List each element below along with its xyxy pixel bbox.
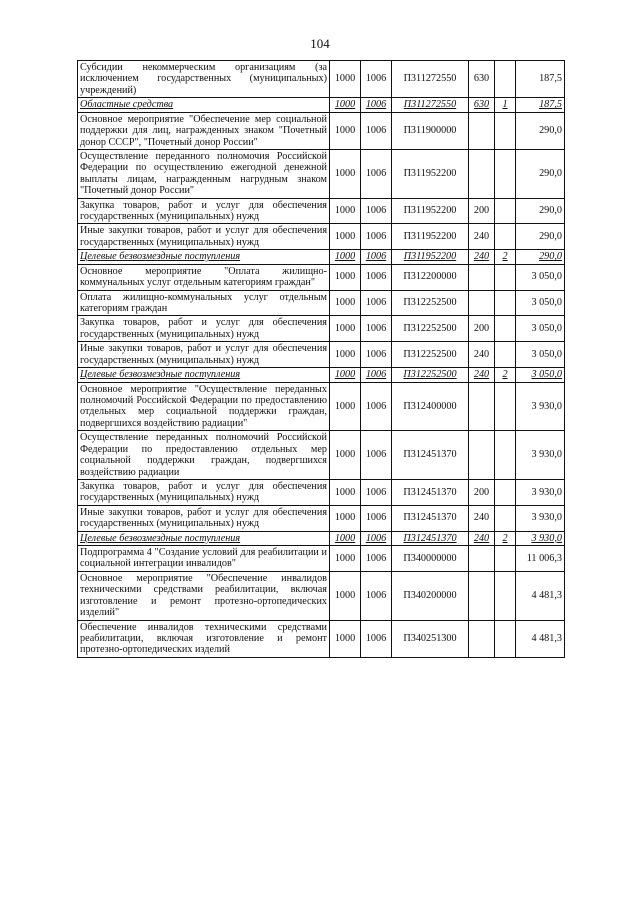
section-code: 1006 <box>361 620 392 657</box>
table-row <box>78 479 565 505</box>
section-code: 1006 <box>361 198 392 224</box>
target-article-code: П312400000 <box>392 382 469 431</box>
expense-type-code: 200 <box>469 479 495 505</box>
expense-type-code <box>469 431 495 480</box>
page-number: 104 <box>310 36 330 51</box>
row-name: Закупка товаров, работ и услуг для обеспечения государственных (муниципальных) нужд <box>78 198 330 224</box>
table-body <box>78 61 565 658</box>
expense-type-code: 630 <box>469 98 495 112</box>
ministry-code: 1000 <box>330 250 361 264</box>
section-code: 1006 <box>361 316 392 342</box>
table-row <box>78 250 565 264</box>
section-code: 1006 <box>361 149 392 198</box>
section-code: 1006 <box>361 290 392 316</box>
funding-source-code <box>495 546 516 572</box>
row-name: Основное мероприятие "Обеспечение инвалидов техническими средствами реабилитации, включая изготовление и ремонт протезно-ортопедических изделий" <box>78 571 330 620</box>
expense-type-code: 240 <box>469 505 495 531</box>
funding-source-code <box>495 571 516 620</box>
expense-type-code <box>469 620 495 657</box>
row-name: Осуществление переданного полномочия Российской Федерации по осуществлению ежегодной денежной выплаты лицам, награжденным нагрудным знаком "Почетный донор России" <box>78 149 330 198</box>
expense-type-code <box>469 112 495 149</box>
funding-source-code <box>495 264 516 290</box>
table-row <box>78 571 565 620</box>
row-name: Иные закупки товаров, работ и услуг для обеспечения государственных (муниципальных) нужд <box>78 342 330 368</box>
target-article-code: П311952200 <box>392 198 469 224</box>
target-article-code: П340200000 <box>392 571 469 620</box>
expense-type-code: 630 <box>469 61 495 98</box>
row-name: Обеспечение инвалидов техническими средствами реабилитации, включая изготовление и ремонт протезно-ортопедических изделий <box>78 620 330 657</box>
funding-source-code <box>495 290 516 316</box>
row-name: Целевые безвозмездные поступления <box>78 368 330 382</box>
section-code: 1006 <box>361 368 392 382</box>
row-name: Закупка товаров, работ и услуг для обеспечения государственных (муниципальных) нужд <box>78 479 330 505</box>
table-row <box>78 290 565 316</box>
funding-source-code <box>495 342 516 368</box>
ministry-code: 1000 <box>330 224 361 250</box>
expense-type-code <box>469 149 495 198</box>
table-row <box>78 382 565 431</box>
ministry-code: 1000 <box>330 198 361 224</box>
ministry-code: 1000 <box>330 61 361 98</box>
amount: 290,0 <box>516 112 565 149</box>
row-name: Оплата жилищно-коммунальных услуг отдельным категориям граждан <box>78 290 330 316</box>
expense-type-code: 240 <box>469 342 495 368</box>
funding-source-code <box>495 431 516 480</box>
table-row <box>78 149 565 198</box>
ministry-code: 1000 <box>330 290 361 316</box>
ministry-code: 1000 <box>330 620 361 657</box>
row-name: Субсидии некоммерческим организациям (за исключением государственных (муниципальных) учреждений) <box>78 61 330 98</box>
row-name: Основное мероприятие "Оплата жилищно-коммунальных услуг отдельным категориям граждан" <box>78 264 330 290</box>
section-code: 1006 <box>361 112 392 149</box>
ministry-code: 1000 <box>330 571 361 620</box>
ministry-code: 1000 <box>330 479 361 505</box>
table-row <box>78 224 565 250</box>
expense-type-code: 240 <box>469 531 495 545</box>
section-code: 1006 <box>361 264 392 290</box>
expense-type-code: 240 <box>469 250 495 264</box>
funding-source-code: 2 <box>495 368 516 382</box>
expense-type-code <box>469 382 495 431</box>
section-code: 1006 <box>361 342 392 368</box>
target-article-code: П311272550 <box>392 61 469 98</box>
expense-type-code <box>469 571 495 620</box>
target-article-code: П312252500 <box>392 342 469 368</box>
section-code: 1006 <box>361 382 392 431</box>
funding-source-code: 2 <box>495 531 516 545</box>
table-row <box>78 98 565 112</box>
ministry-code: 1000 <box>330 98 361 112</box>
section-code: 1006 <box>361 479 392 505</box>
table-row <box>78 431 565 480</box>
ministry-code: 1000 <box>330 342 361 368</box>
target-article-code: П311952200 <box>392 149 469 198</box>
amount: 290,0 <box>516 149 565 198</box>
funding-source-code: 2 <box>495 250 516 264</box>
row-name: Закупка товаров, работ и услуг для обеспечения государственных (муниципальных) нужд <box>78 316 330 342</box>
funding-source-code <box>495 224 516 250</box>
section-code: 1006 <box>361 250 392 264</box>
amount: 11 006,3 <box>516 546 565 572</box>
table-row <box>78 531 565 545</box>
funding-source-code <box>495 382 516 431</box>
expense-type-code <box>469 264 495 290</box>
section-code: 1006 <box>361 546 392 572</box>
section-code: 1006 <box>361 98 392 112</box>
expense-type-code: 240 <box>469 224 495 250</box>
target-article-code: П312451370 <box>392 531 469 545</box>
amount: 3 930,0 <box>516 479 565 505</box>
amount: 3 050,0 <box>516 316 565 342</box>
amount: 3 050,0 <box>516 290 565 316</box>
table-row <box>78 546 565 572</box>
table-row <box>78 198 565 224</box>
amount: 290,0 <box>516 224 565 250</box>
ministry-code: 1000 <box>330 264 361 290</box>
table-row <box>78 505 565 531</box>
funding-source-code: 1 <box>495 98 516 112</box>
amount: 4 481,3 <box>516 620 565 657</box>
expense-type-code <box>469 290 495 316</box>
table-row <box>78 112 565 149</box>
funding-source-code <box>495 149 516 198</box>
row-name: Основное мероприятие "Осуществление переданных полномочий Российской Федерации по предоставлению отдельных мер социальной поддержки граждан, подвергшихся воздействию радиации" <box>78 382 330 431</box>
amount: 187,5 <box>516 98 565 112</box>
amount: 3 930,0 <box>516 505 565 531</box>
target-article-code: П312200000 <box>392 264 469 290</box>
row-name: Иные закупки товаров, работ и услуг для обеспечения государственных (муниципальных) нужд <box>78 505 330 531</box>
table-row <box>78 620 565 657</box>
ministry-code: 1000 <box>330 112 361 149</box>
funding-source-code <box>495 479 516 505</box>
target-article-code: П312252500 <box>392 368 469 382</box>
row-name: Основное мероприятие "Обеспечение мер социальной поддержки для лиц, награжденных знаком "Почетный донор СССР", "Почетный донор России" <box>78 112 330 149</box>
amount: 3 930,0 <box>516 382 565 431</box>
row-name: Целевые безвозмездные поступления <box>78 250 330 264</box>
amount: 3 050,0 <box>516 264 565 290</box>
expense-type-code <box>469 546 495 572</box>
funding-source-code <box>495 620 516 657</box>
funding-source-code <box>495 316 516 342</box>
table-row <box>78 264 565 290</box>
expense-type-code: 200 <box>469 316 495 342</box>
target-article-code: П312451370 <box>392 505 469 531</box>
target-article-code: П312451370 <box>392 431 469 480</box>
funding-source-code <box>495 112 516 149</box>
section-code: 1006 <box>361 224 392 250</box>
target-article-code: П311272550 <box>392 98 469 112</box>
expense-type-code: 240 <box>469 368 495 382</box>
table-row <box>78 316 565 342</box>
section-code: 1006 <box>361 431 392 480</box>
table-row <box>78 342 565 368</box>
row-name: Подпрограмма 4 "Создание условий для реабилитации и социальной интеграции инвалидов" <box>78 546 330 572</box>
section-code: 1006 <box>361 531 392 545</box>
funding-source-code <box>495 505 516 531</box>
ministry-code: 1000 <box>330 149 361 198</box>
row-name: Целевые безвозмездные поступления <box>78 531 330 545</box>
ministry-code: 1000 <box>330 316 361 342</box>
funding-source-code <box>495 198 516 224</box>
expense-type-code: 200 <box>469 198 495 224</box>
target-article-code: П311900000 <box>392 112 469 149</box>
row-name: Осуществление переданных полномочий Российской Федерации по предоставлению отдельных мер социальной поддержки граждан, подвергшихся воздействию радиации <box>78 431 330 480</box>
section-code: 1006 <box>361 505 392 531</box>
amount: 290,0 <box>516 198 565 224</box>
amount: 3 050,0 <box>516 368 565 382</box>
ministry-code: 1000 <box>330 505 361 531</box>
funding-source-code <box>495 61 516 98</box>
amount: 3 930,0 <box>516 531 565 545</box>
ministry-code: 1000 <box>330 431 361 480</box>
target-article-code: П340251300 <box>392 620 469 657</box>
target-article-code: П312451370 <box>392 479 469 505</box>
amount: 3 930,0 <box>516 431 565 480</box>
row-name: Областные средства <box>78 98 330 112</box>
amount: 187,5 <box>516 61 565 98</box>
target-article-code: П311952200 <box>392 224 469 250</box>
budget-table <box>77 60 565 658</box>
target-article-code: П312252500 <box>392 316 469 342</box>
target-article-code: П340000000 <box>392 546 469 572</box>
section-code: 1006 <box>361 571 392 620</box>
target-article-code: П312252500 <box>392 290 469 316</box>
ministry-code: 1000 <box>330 546 361 572</box>
table-row <box>78 61 565 98</box>
amount: 4 481,3 <box>516 571 565 620</box>
ministry-code: 1000 <box>330 382 361 431</box>
target-article-code: П311952200 <box>392 250 469 264</box>
row-name: Иные закупки товаров, работ и услуг для обеспечения государственных (муниципальных) нужд <box>78 224 330 250</box>
section-code: 1006 <box>361 61 392 98</box>
amount: 290,0 <box>516 250 565 264</box>
ministry-code: 1000 <box>330 531 361 545</box>
amount: 3 050,0 <box>516 342 565 368</box>
ministry-code: 1000 <box>330 368 361 382</box>
table-row <box>78 368 565 382</box>
